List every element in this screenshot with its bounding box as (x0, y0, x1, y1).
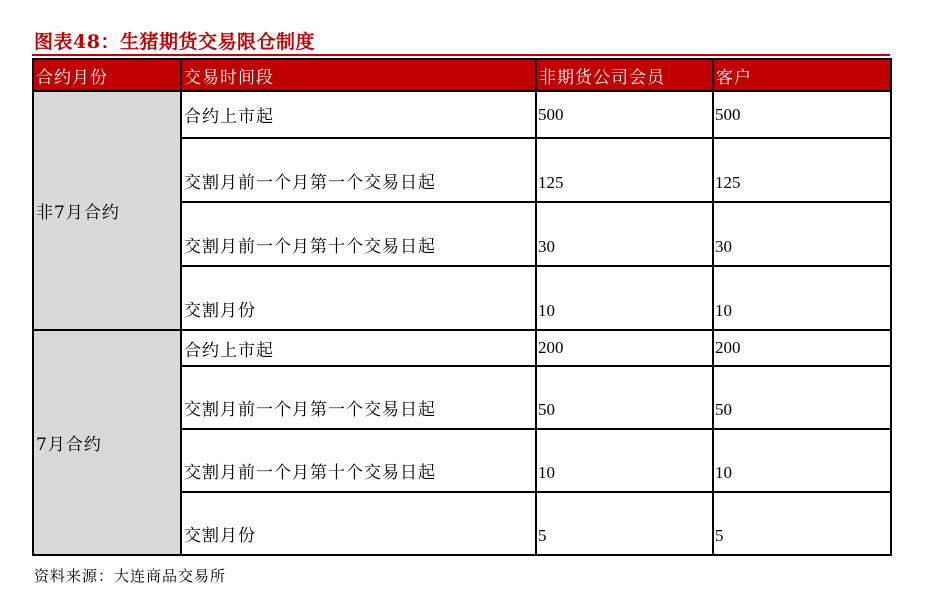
period-cell: 交割月份 (182, 493, 537, 556)
member-limit-cell: 200 (537, 331, 714, 367)
member-limit-cell: 5 (537, 493, 714, 556)
period-cell: 交割月前一个月第十个交易日起 (182, 203, 537, 267)
table-row (34, 331, 892, 367)
client-limit-cell: 30 (714, 203, 892, 267)
member-limit-cell: 50 (537, 367, 714, 430)
period-cell: 交割月份 (182, 267, 537, 331)
period-cell: 合约上市起 (182, 92, 537, 139)
period-cell: 交割月前一个月第一个交易日起 (182, 139, 537, 203)
table-title: 图表48：生猪期货交易限仓制度 (34, 31, 315, 53)
member-limit-cell: 10 (537, 430, 714, 493)
source-note: 资料来源：大连商品交易所 (34, 567, 227, 585)
position-limit-table (32, 58, 892, 556)
title-rule (32, 54, 890, 56)
member-limit-cell: 125 (537, 139, 714, 203)
header-trading-period: 交易时间段 (182, 60, 537, 92)
client-limit-cell: 10 (714, 267, 892, 331)
period-cell: 合约上市起 (182, 331, 537, 367)
table-header-row (34, 60, 892, 92)
period-cell: 交割月前一个月第十个交易日起 (182, 430, 537, 493)
member-limit-cell: 10 (537, 267, 714, 331)
client-limit-cell: 10 (714, 430, 892, 493)
header-client: 客户 (714, 60, 892, 92)
client-limit-cell: 500 (714, 92, 892, 139)
header-non-futures-member: 非期货公司会员 (537, 60, 714, 92)
client-limit-cell: 50 (714, 367, 892, 430)
table-row (34, 92, 892, 139)
contract-month-cell: 7月合约 (34, 331, 182, 556)
contract-month-cell: 非7月合约 (34, 92, 182, 331)
client-limit-cell: 5 (714, 493, 892, 556)
client-limit-cell: 125 (714, 139, 892, 203)
member-limit-cell: 500 (537, 92, 714, 139)
member-limit-cell: 30 (537, 203, 714, 267)
client-limit-cell: 200 (714, 331, 892, 367)
header-contract-month: 合约月份 (34, 60, 182, 92)
period-cell: 交割月前一个月第一个交易日起 (182, 367, 537, 430)
